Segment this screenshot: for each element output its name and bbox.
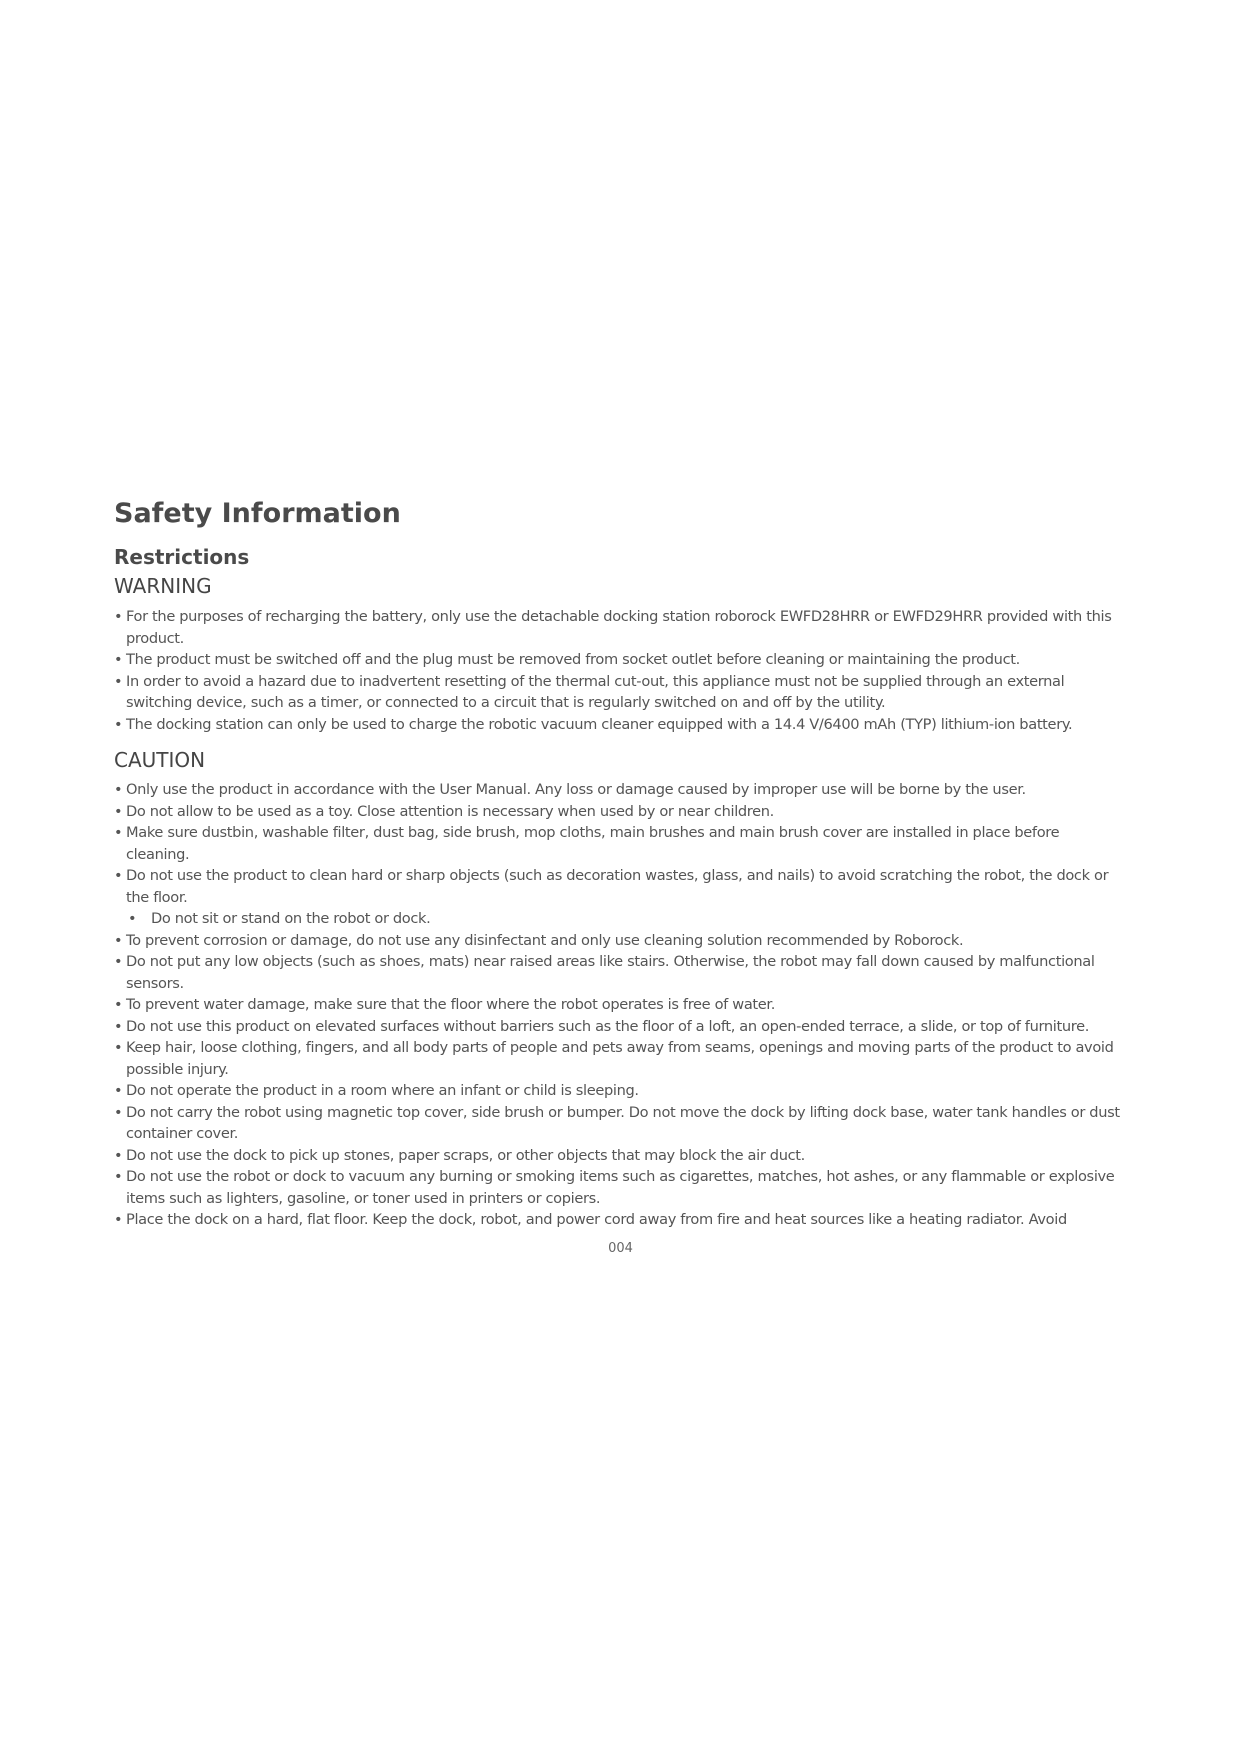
caution-item	[114, 865, 1124, 908]
caution-item	[114, 1209, 1124, 1231]
bullet-icon: •	[114, 1211, 123, 1228]
warning-item	[114, 649, 1124, 671]
caution-item-text: Do not operate the product in a room where an infant or child is sleeping.	[126, 1082, 639, 1099]
caution-item	[114, 1037, 1124, 1080]
bullet-icon: •	[114, 781, 123, 798]
bullet-icon: •	[114, 715, 123, 733]
bullet-icon: •	[114, 1082, 123, 1099]
warning-item	[114, 714, 1124, 736]
caution-item-text: Do not put any low objects (such as shoes, mats) near raised areas like stairs. Otherwise, the robot may fall down caused by malfunctional sensors.	[126, 953, 1095, 992]
caution-heading: CAUTION	[114, 748, 206, 772]
warning-item	[114, 606, 1124, 649]
caution-item	[114, 1080, 1124, 1102]
page-number: 004	[608, 1241, 633, 1256]
caution-item-text: To prevent corrosion or damage, do not use any disinfectant and only use cleaning solution recommended by Roborock.	[126, 931, 964, 949]
caution-item-text: Do not use the dock to pick up stones, paper scraps, or other objects that may block the air duct.	[126, 1146, 805, 1164]
warning-item-text: The docking station can only be used to charge the robotic vacuum cleaner equipped with a 14.4 V/6400 mAh (TYP) lithium-ion battery.	[126, 715, 1073, 733]
caution-item	[114, 779, 1124, 801]
warning-heading: WARNING	[114, 574, 212, 598]
caution-item-text: Do not sit or stand on the robot or dock.	[151, 910, 431, 927]
warning-list	[114, 606, 1124, 735]
bullet-icon: •	[114, 1017, 123, 1035]
bullet-icon: •	[114, 1146, 123, 1164]
caution-item-text: Do not use this product on elevated surfaces without barriers such as the floor of a loft, an open-ended terrace, a slide, or top of furniture.	[126, 1017, 1089, 1035]
warning-item-text: For the purposes of recharging the battery, only use the detachable docking station roborock EWFD28HRR or EWFD29HRR provided with this product.	[126, 608, 1112, 647]
caution-item-text: Do not use the product to clean hard or sharp objects (such as decoration wastes, glass, and nails) to avoid scratching the robot, the dock or the floor.	[126, 867, 1109, 906]
bullet-icon: •	[114, 1103, 123, 1121]
warning-item-text: In order to avoid a hazard due to inadvertent resetting of the thermal cut-out, this appliance must not be supplied through an external switching device, such as a timer, or connected to a circuit that is regularly switched on and off by the utility.	[126, 672, 1065, 711]
caution-item	[114, 994, 1124, 1016]
bullet-icon: •	[114, 1168, 123, 1185]
section-title-restrictions: Restrictions	[114, 545, 250, 569]
bullet-icon: •	[114, 867, 123, 884]
caution-item	[114, 1016, 1124, 1038]
caution-item	[114, 1145, 1124, 1167]
caution-item	[114, 1166, 1124, 1209]
caution-item	[114, 908, 1124, 930]
caution-item	[114, 822, 1124, 865]
caution-item	[114, 801, 1124, 823]
bullet-icon: •	[114, 953, 123, 970]
caution-item-text: Only use the product in accordance with the User Manual. Any loss or damage caused by improper use will be borne by the user.	[126, 781, 1026, 798]
bullet-icon: •	[114, 651, 123, 668]
bullet-icon: •	[114, 931, 123, 949]
warning-item-text: The product must be switched off and the plug must be removed from socket outlet before cleaning or maintaining the product.	[126, 651, 1020, 668]
caution-list	[114, 779, 1124, 1231]
caution-item-text: Do not allow to be used as a toy. Close attention is necessary when used by or near children.	[126, 802, 774, 820]
bullet-icon: •	[114, 672, 123, 690]
bullet-icon: •	[114, 824, 123, 841]
caution-item-text: Do not carry the robot using magnetic top cover, side brush or bumper. Do not move the dock by lifting dock base, water tank handles or dust container cover.	[126, 1103, 1120, 1142]
caution-item	[114, 951, 1124, 994]
caution-item-text: Keep hair, loose clothing, fingers, and all body parts of people and pets away from seams, openings and moving parts of the product to avoid possible injury.	[126, 1039, 1114, 1078]
warning-item	[114, 671, 1124, 714]
caution-item-text: To prevent water damage, make sure that the floor where the robot operates is free of water.	[126, 996, 776, 1013]
caution-item-text: Do not use the robot or dock to vacuum any burning or smoking items such as cigarettes, matches, hot ashes, or any flammable or explosive items such as lighters, gasoline, or toner used in printers or copiers.	[126, 1168, 1115, 1207]
page-title: Safety Information	[114, 498, 401, 529]
bullet-icon: •	[114, 996, 123, 1013]
caution-item-text: Make sure dustbin, washable filter, dust bag, side brush, mop cloths, main brushes and main brush cover are installed in place before cleaning.	[126, 824, 1060, 863]
caution-item-text: Place the dock on a hard, flat floor. Keep the dock, robot, and power cord away from fire and heat sources like a heating radiator. Avoid	[126, 1211, 1067, 1228]
caution-item	[114, 1102, 1124, 1145]
bullet-icon: •	[114, 802, 123, 820]
caution-item	[114, 930, 1124, 952]
bullet-icon: •	[128, 910, 137, 927]
bullet-icon: •	[114, 1039, 123, 1056]
bullet-icon: •	[114, 608, 123, 625]
